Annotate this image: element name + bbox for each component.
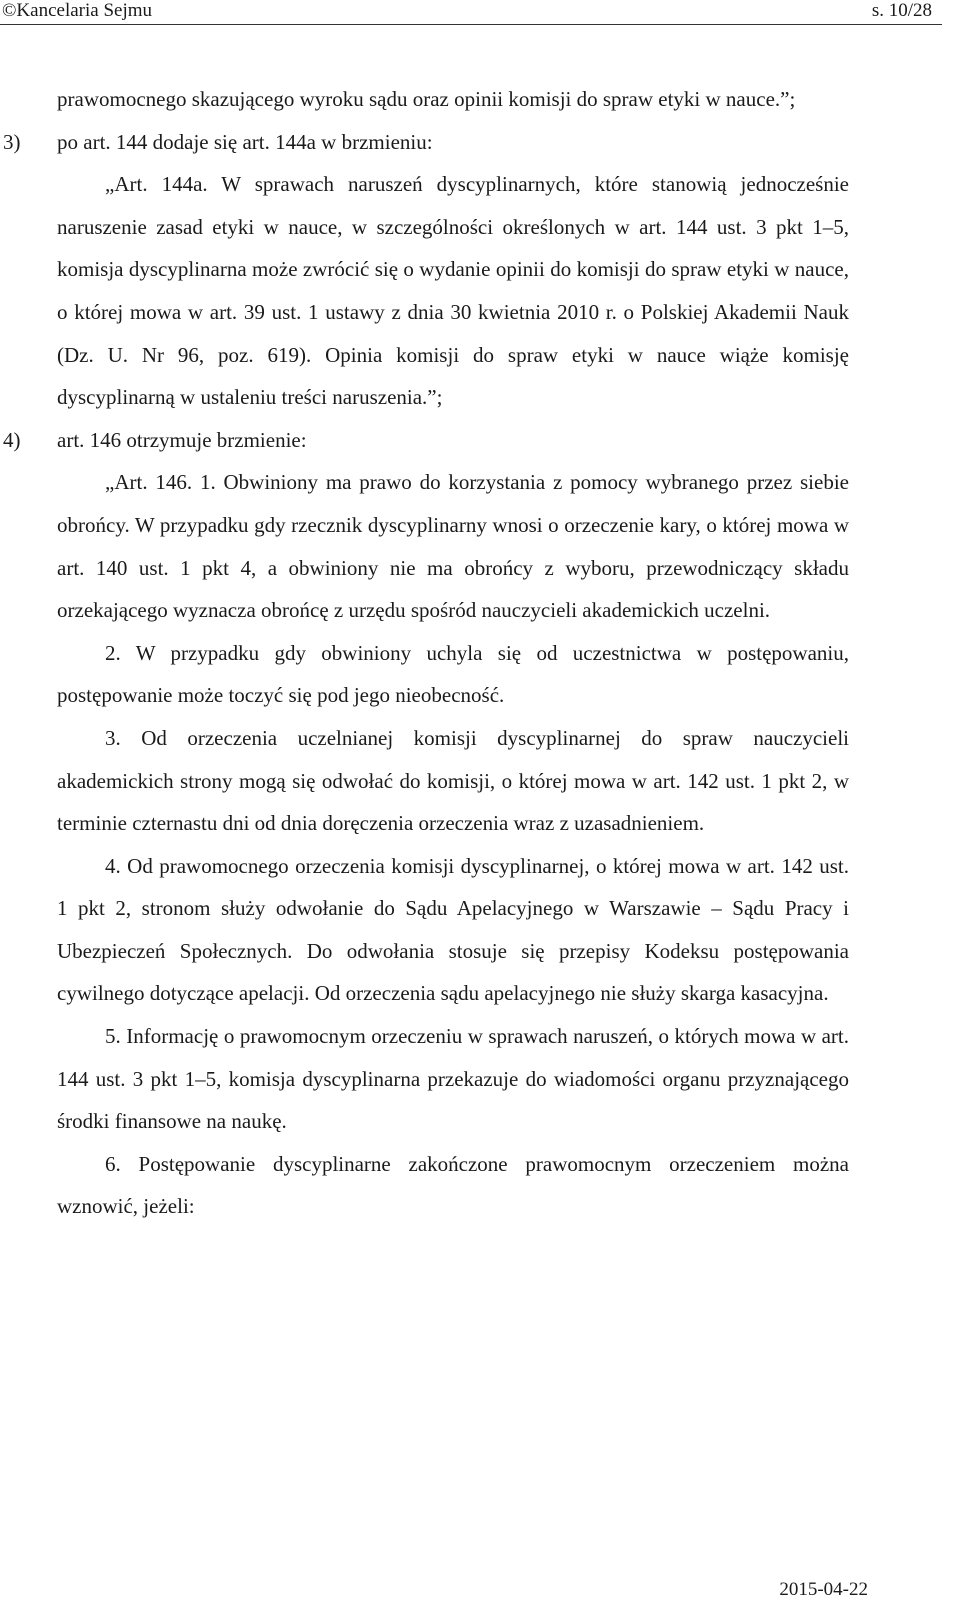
copyright-label: ©Kancelaria Sejmu (2, 0, 153, 21)
list-item-4 (3, 419, 849, 462)
header-divider (0, 24, 942, 25)
paragraph: 3. Od orzeczenia uczelnianej komisji dyscyplinarnej do spraw nauczycieli akademickich strony mogą się odwołać do komisji, o której mowa w art. 142 ust. 1 pkt 2, w terminie czternastu dni od dnia doręczenia orzeczenia wraz z uzasadnieniem. (57, 725, 849, 836)
paragraph: po art. 144 dodaje się art. 144a w brzmieniu: (57, 129, 433, 154)
paragraph: „Art. 146. 1. Obwiniony ma prawo do korzystania z pomocy wybranego przez siebie obrońcy. W przypadku gdy rzecznik dyscyplinarny wnosi o orzeczenie kary, o której mowa w art. 140 ust. 1 pkt 4, a obwiniony nie ma obrońcy z wyboru, przewodniczący składu orzekającego wyznacza obrońcę z urzędu spośród nauczycieli akademickich uczelni. (57, 470, 849, 623)
paragraph: art. 146 otrzymuje brzmienie: (57, 427, 307, 452)
paragraph: prawomocnego skazującego wyroku sądu oraz opinii komisji do spraw etyki w nauce.”; (57, 87, 796, 111)
paragraph: 5. Informację o prawomocnym orzeczeniu w sprawach naruszeń, o których mowa w art. 144 ust. 3 pkt 1–5, komisja dyscyplinarna przekazuje do wiadomości organu przyznającego środki finansowe na naukę. (57, 1024, 849, 1134)
page-footer-date: 2015-04-22 (779, 1579, 868, 1600)
paragraph: 2. W przypadku gdy obwiniony uchyla się od uczestnictwa w postępowaniu, postępowanie może toczyć się pod jego nieobecność. (57, 640, 849, 708)
paragraph: 4. Od prawomocnego orzeczenia komisji dyscyplinarnej, o której mowa w art. 142 ust. 1 pkt 2, stronom służy odwołanie do Sądu Apelacyjnego w Warszawie – Sądu Pracy i Ubezpieczeń Społecznych. Do odwołania stosuje się przepisy Kodeksu postępowania cywilnego dotyczące apelacji. Od orzeczenia sądu apelacyjnego nie służy skarga kasacyjna. (57, 853, 849, 1006)
item-label: 4) (3, 427, 21, 452)
page-header (0, 0, 960, 24)
page-number: s. 10/28 (871, 0, 932, 21)
paragraph: „Art. 144a. W sprawach naruszeń dyscyplinarnych, które stanowią jednocześnie naruszenie zasad etyki w nauce, w szczególności określonych w art. 144 ust. 3 pkt 1–5, komisja dyscyplinarna może zwrócić się o wydanie opinii do komisji do spraw etyki w nauce, o której mowa w art. 39 ust. 1 ustawy z dnia 30 kwietnia 2010 r. o Polskiej Akademii Nauk (Dz. U. Nr 96, poz. 619). Opinia komisji do spraw etyki w nauce wiąże komisję dyscyplinarną w ustaleniu treści naruszenia.”; (57, 172, 849, 410)
item-label: 3) (3, 129, 21, 154)
document-body (3, 78, 849, 1228)
paragraph: 6. Postępowanie dyscyplinarne zakończone prawomocnym orzeczeniem można wznowić, jeżeli: (57, 1151, 849, 1219)
list-item-3 (3, 121, 849, 164)
